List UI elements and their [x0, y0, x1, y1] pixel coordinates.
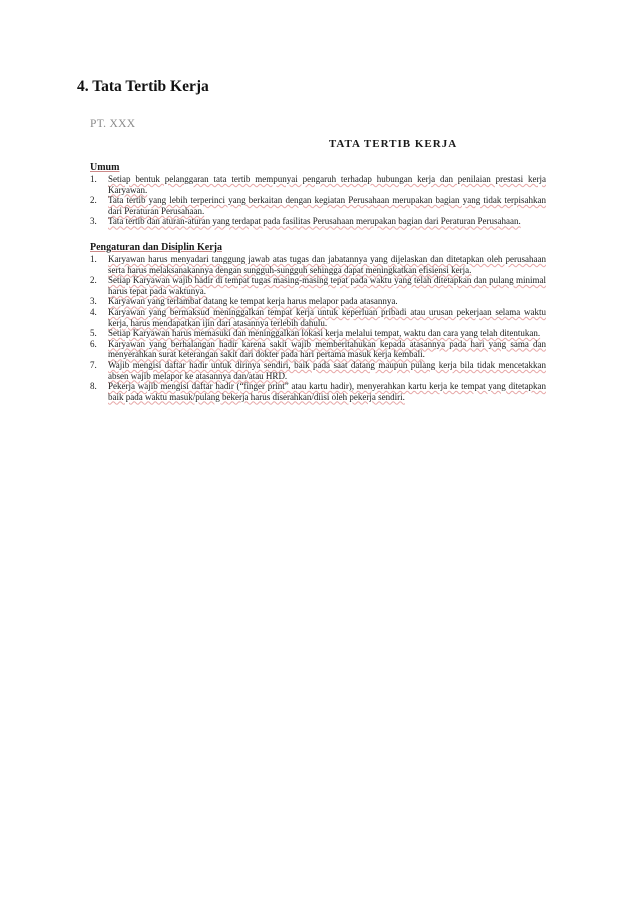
item-text: Setiap Karyawan harus memasuki dan meninggalkan lokasi kerja melalui tempat, waktu dan cara yang telah ditentukan.	[108, 328, 541, 339]
document-title: TATA TERTIB KERJA	[328, 138, 458, 150]
list-item	[90, 195, 546, 216]
item-text: Setiap bentuk pelanggaran tata tertib mempunyai pengaruh terhadap hubungan kerja dan penilaian prestasi kerja Karyawan.	[108, 174, 546, 195]
list-item	[90, 216, 546, 227]
item-number: 3.	[90, 216, 97, 227]
list-item	[90, 275, 546, 296]
item-text: Tata tertib dan aturan-aturan yang terdapat pada fasilitas Perusahaan merupakan bagian dari Peraturan Perusahaan.	[108, 216, 521, 227]
item-number: 1.	[90, 253, 97, 264]
item-text: Wajib mengisi daftar hadir untuk dirinya sendiri, baik pada saat datang maupun pulang kerja bila tidak mencetakkan absen wajib melapor ke atasannya dan/atau HRD.	[108, 359, 546, 381]
list-item	[90, 360, 546, 381]
item-number: 3.	[90, 296, 97, 307]
list-item	[90, 339, 546, 360]
list-item	[90, 307, 546, 328]
section-title-umum: Umum	[90, 162, 120, 173]
list-item	[90, 254, 546, 275]
item-number: 2.	[90, 275, 97, 286]
section-title-pengaturan: Pengaturan dan Disiplin Kerja	[90, 241, 222, 253]
list-item	[90, 174, 546, 195]
item-text: Pekerja wajib mengisi daftar hadir (“finger print” atau kartu hadir), menyerahkan kartu kerja ke tempat yang ditetapkan baik pada waktu masuk/pulang bekerja harus diserahkan/diisi oleh pekerja sendiri.	[108, 381, 546, 402]
scanned-document	[90, 118, 546, 402]
item-text: Karyawan yang terlambat datang ke tempat kerja harus melapor pada atasannya.	[108, 296, 398, 307]
item-text: Tata tertib yang lebih terperinci yang berkaitan dengan kegiatan Perusahaan merupakan bagian yang tidak terpisahkan dari Peraturan Perusahaan.	[108, 195, 546, 216]
item-number: 2.	[90, 195, 97, 206]
list-item	[90, 328, 546, 339]
list-item	[90, 296, 546, 307]
item-number: 4.	[90, 306, 97, 317]
page-heading: 4. Tata Tertib Kerja	[77, 78, 209, 95]
item-text: Karyawan yang bermaksud meninggalkan tempat kerja untuk keperluan pribadi atau urusan pekerjaan selama waktu kerja, harus mendapatkan ijin dari atasannya terlebih dahulu.	[108, 306, 546, 328]
item-text: Karyawan yang berhalangan hadir karena sakit wajib memberitahukan kepada atasannya pada hari yang sama dan menyerahkan surat keterangan sakit dari dokter pada hari pertama masuk kerja kembali.	[108, 338, 546, 360]
company-name: PT. XXX	[90, 118, 136, 130]
item-number: 6.	[90, 338, 97, 349]
item-number: 8.	[90, 381, 97, 392]
item-number: 5.	[90, 328, 97, 339]
item-number: 1.	[90, 174, 97, 184]
list-item	[90, 381, 546, 402]
section-list-pengaturan	[90, 254, 546, 402]
item-text: Karyawan harus menyadari tanggung jawab atas tugas dan jabatannya yang dijelaskan dan ditetapkan oleh perusahaan serta harus melaksanakannya dengan sungguh-sungguh sehingga dapat meningkatkan efisiensi kerja.	[108, 253, 546, 275]
item-text: Setiap Karyawan wajib hadir di tempat tugas masing-masing tepat pada waktu yang telah ditetapkan dan pulang minimal harus tepat pada waktunya.	[108, 275, 546, 296]
item-number: 7.	[90, 359, 97, 370]
section-list-umum	[90, 174, 546, 227]
